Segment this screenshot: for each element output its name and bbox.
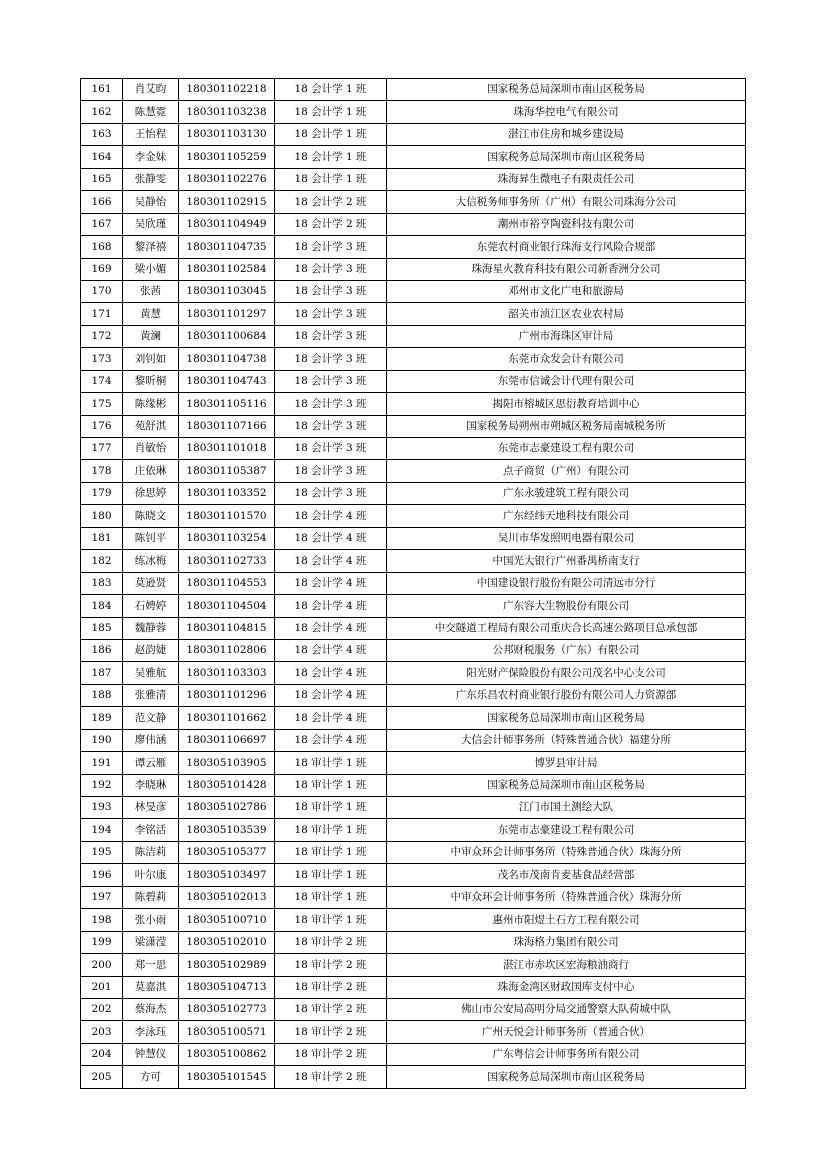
student-id-cell: 180301104738 bbox=[179, 348, 275, 370]
name-cell: 吴欣瑾 bbox=[123, 213, 179, 235]
employer-cell: 中国建设银行股份有限公司清远市分行 bbox=[387, 572, 746, 594]
student-id-cell: 180301101018 bbox=[179, 438, 275, 460]
student-id-cell: 180301101297 bbox=[179, 303, 275, 325]
table-row bbox=[81, 819, 746, 841]
row-number-cell: 161 bbox=[81, 79, 123, 101]
table-row bbox=[81, 168, 746, 190]
class-cell: 18 审计学 2 班 bbox=[275, 1021, 387, 1043]
employer-cell: 珠海金湾区财政国库支付中心 bbox=[387, 976, 746, 998]
table-row bbox=[81, 954, 746, 976]
row-number-cell: 166 bbox=[81, 191, 123, 213]
row-number-cell: 202 bbox=[81, 998, 123, 1020]
table-row bbox=[81, 684, 746, 706]
row-number-cell: 179 bbox=[81, 482, 123, 504]
student-id-cell: 180305101545 bbox=[179, 1066, 275, 1088]
row-number-cell: 180 bbox=[81, 505, 123, 527]
row-number-cell: 174 bbox=[81, 370, 123, 392]
class-cell: 18 审计学 2 班 bbox=[275, 998, 387, 1020]
table-row bbox=[81, 303, 746, 325]
student-id-cell: 180305105377 bbox=[179, 841, 275, 863]
table-row bbox=[81, 707, 746, 729]
name-cell: 石娉婷 bbox=[123, 595, 179, 617]
row-number-cell: 188 bbox=[81, 684, 123, 706]
row-number-cell: 190 bbox=[81, 729, 123, 751]
student-id-cell: 180301102915 bbox=[179, 191, 275, 213]
class-cell: 18 会计学 3 班 bbox=[275, 415, 387, 437]
name-cell: 徐思婷 bbox=[123, 482, 179, 504]
row-number-cell: 171 bbox=[81, 303, 123, 325]
name-cell: 莫逊贤 bbox=[123, 572, 179, 594]
employer-cell: 吴川市华发照明电器有限公司 bbox=[387, 527, 746, 549]
class-cell: 18 会计学 4 班 bbox=[275, 639, 387, 661]
class-cell: 18 会计学 4 班 bbox=[275, 505, 387, 527]
class-cell: 18 会计学 3 班 bbox=[275, 236, 387, 258]
class-cell: 18 审计学 2 班 bbox=[275, 976, 387, 998]
row-number-cell: 198 bbox=[81, 909, 123, 931]
class-cell: 18 会计学 4 班 bbox=[275, 527, 387, 549]
class-cell: 18 会计学 4 班 bbox=[275, 729, 387, 751]
table-row bbox=[81, 774, 746, 796]
table-row bbox=[81, 123, 746, 145]
class-cell: 18 审计学 2 班 bbox=[275, 954, 387, 976]
name-cell: 王怡程 bbox=[123, 123, 179, 145]
name-cell: 黄澜 bbox=[123, 325, 179, 347]
row-number-cell: 197 bbox=[81, 886, 123, 908]
student-id-cell: 180305103539 bbox=[179, 819, 275, 841]
employer-cell: 邓州市文化广电和旅游局 bbox=[387, 280, 746, 302]
name-cell: 陈缘彬 bbox=[123, 393, 179, 415]
table-row bbox=[81, 662, 746, 684]
row-number-cell: 169 bbox=[81, 258, 123, 280]
table-row bbox=[81, 348, 746, 370]
name-cell: 张小雨 bbox=[123, 909, 179, 931]
employer-cell: 广州天悦会计师事务所（普通合伙） bbox=[387, 1021, 746, 1043]
class-cell: 18 会计学 3 班 bbox=[275, 280, 387, 302]
table-row bbox=[81, 1043, 746, 1065]
row-number-cell: 203 bbox=[81, 1021, 123, 1043]
class-cell: 18 会计学 3 班 bbox=[275, 348, 387, 370]
student-id-cell: 180301104949 bbox=[179, 213, 275, 235]
name-cell: 肖敏怡 bbox=[123, 438, 179, 460]
class-cell: 18 会计学 2 班 bbox=[275, 191, 387, 213]
student-id-cell: 180305102773 bbox=[179, 998, 275, 1020]
table-row bbox=[81, 752, 746, 774]
class-cell: 18 会计学 3 班 bbox=[275, 393, 387, 415]
employer-cell: 公邦财税服务（广东）有限公司 bbox=[387, 639, 746, 661]
student-id-cell: 180301107166 bbox=[179, 415, 275, 437]
table-row bbox=[81, 527, 746, 549]
table-row bbox=[81, 213, 746, 235]
employer-cell: 佛山市公安局高明分局交通警察大队荷城中队 bbox=[387, 998, 746, 1020]
class-cell: 18 会计学 1 班 bbox=[275, 146, 387, 168]
name-cell: 梁潇滢 bbox=[123, 931, 179, 953]
table-row bbox=[81, 101, 746, 123]
class-cell: 18 会计学 2 班 bbox=[275, 213, 387, 235]
employer-cell: 东莞市志豪建设工程有限公司 bbox=[387, 819, 746, 841]
table-row bbox=[81, 236, 746, 258]
student-id-cell: 180305103497 bbox=[179, 864, 275, 886]
class-cell: 18 会计学 1 班 bbox=[275, 101, 387, 123]
student-id-cell: 180301105387 bbox=[179, 460, 275, 482]
employer-cell: 东莞农村商业银行珠海支行风险合规部 bbox=[387, 236, 746, 258]
employer-cell: 广东经纬天地科技有限公司 bbox=[387, 505, 746, 527]
employer-cell: 惠州市阳煜土石方工程有限公司 bbox=[387, 909, 746, 931]
student-id-cell: 180301104553 bbox=[179, 572, 275, 594]
student-id-cell: 180301103303 bbox=[179, 662, 275, 684]
class-cell: 18 会计学 3 班 bbox=[275, 438, 387, 460]
row-number-cell: 181 bbox=[81, 527, 123, 549]
table-row bbox=[81, 841, 746, 863]
employer-cell: 湛江市住房和城乡建设局 bbox=[387, 123, 746, 145]
name-cell: 陈晓文 bbox=[123, 505, 179, 527]
row-number-cell: 176 bbox=[81, 415, 123, 437]
employer-cell: 珠海格力集团有限公司 bbox=[387, 931, 746, 953]
employer-cell: 广东容大生物股份有限公司 bbox=[387, 595, 746, 617]
student-id-cell: 180305100571 bbox=[179, 1021, 275, 1043]
class-cell: 18 审计学 2 班 bbox=[275, 1066, 387, 1088]
row-number-cell: 187 bbox=[81, 662, 123, 684]
table-row bbox=[81, 79, 746, 101]
employer-cell: 阳光财产保险股份有限公司茂名中心支公司 bbox=[387, 662, 746, 684]
table-row bbox=[81, 325, 746, 347]
employer-cell: 东莞市信诚会计代理有限公司 bbox=[387, 370, 746, 392]
name-cell: 梁小媚 bbox=[123, 258, 179, 280]
student-id-cell: 180301102806 bbox=[179, 639, 275, 661]
class-cell: 18 会计学 3 班 bbox=[275, 258, 387, 280]
name-cell: 廖伟涵 bbox=[123, 729, 179, 751]
class-cell: 18 会计学 4 班 bbox=[275, 662, 387, 684]
class-cell: 18 会计学 1 班 bbox=[275, 79, 387, 101]
row-number-cell: 167 bbox=[81, 213, 123, 235]
name-cell: 林旻彦 bbox=[123, 797, 179, 819]
name-cell: 钟慧仪 bbox=[123, 1043, 179, 1065]
employer-cell: 广东永骏建筑工程有限公司 bbox=[387, 482, 746, 504]
student-id-cell: 180305102010 bbox=[179, 931, 275, 953]
student-id-cell: 180301104504 bbox=[179, 595, 275, 617]
name-cell: 陈慧霓 bbox=[123, 101, 179, 123]
student-id-cell: 180301104735 bbox=[179, 236, 275, 258]
student-id-cell: 180301101662 bbox=[179, 707, 275, 729]
name-cell: 李泳珏 bbox=[123, 1021, 179, 1043]
name-cell: 庄依琳 bbox=[123, 460, 179, 482]
class-cell: 18 审计学 1 班 bbox=[275, 864, 387, 886]
table-row bbox=[81, 191, 746, 213]
student-id-cell: 180301102584 bbox=[179, 258, 275, 280]
employer-cell: 东莞市志豪建设工程有限公司 bbox=[387, 438, 746, 460]
student-id-cell: 180301105259 bbox=[179, 146, 275, 168]
class-cell: 18 审计学 1 班 bbox=[275, 819, 387, 841]
row-number-cell: 175 bbox=[81, 393, 123, 415]
row-number-cell: 165 bbox=[81, 168, 123, 190]
class-cell: 18 会计学 4 班 bbox=[275, 617, 387, 639]
employer-cell: 广州市海珠区审计局 bbox=[387, 325, 746, 347]
name-cell: 郑一思 bbox=[123, 954, 179, 976]
student-id-cell: 180305103905 bbox=[179, 752, 275, 774]
name-cell: 谭云雁 bbox=[123, 752, 179, 774]
table-row bbox=[81, 976, 746, 998]
employer-cell: 国家税务总局深圳市南山区税务局 bbox=[387, 146, 746, 168]
name-cell: 陈碧莉 bbox=[123, 886, 179, 908]
table-row bbox=[81, 864, 746, 886]
name-cell: 吴静怡 bbox=[123, 191, 179, 213]
name-cell: 蔡海杰 bbox=[123, 998, 179, 1020]
name-cell: 张静雯 bbox=[123, 168, 179, 190]
employer-cell: 博罗县审计局 bbox=[387, 752, 746, 774]
class-cell: 18 审计学 1 班 bbox=[275, 841, 387, 863]
table-row bbox=[81, 797, 746, 819]
table-row bbox=[81, 1021, 746, 1043]
row-number-cell: 178 bbox=[81, 460, 123, 482]
class-cell: 18 会计学 1 班 bbox=[275, 123, 387, 145]
records-table-body bbox=[81, 79, 746, 1089]
student-id-cell: 180301102218 bbox=[179, 79, 275, 101]
row-number-cell: 163 bbox=[81, 123, 123, 145]
class-cell: 18 审计学 1 班 bbox=[275, 752, 387, 774]
table-row bbox=[81, 393, 746, 415]
table-row bbox=[81, 617, 746, 639]
student-id-cell: 180301103045 bbox=[179, 280, 275, 302]
employer-cell: 广东粤信会计师事务所有限公司 bbox=[387, 1043, 746, 1065]
employer-cell: 国家税务局朔州市朔城区税务局南城税务所 bbox=[387, 415, 746, 437]
student-id-cell: 180301105116 bbox=[179, 393, 275, 415]
row-number-cell: 194 bbox=[81, 819, 123, 841]
employer-cell: 珠海星火教育科技有限公司新香洲分公司 bbox=[387, 258, 746, 280]
row-number-cell: 204 bbox=[81, 1043, 123, 1065]
table-row bbox=[81, 1066, 746, 1088]
employer-cell: 中国光大银行广州番禺桥南支行 bbox=[387, 550, 746, 572]
class-cell: 18 会计学 4 班 bbox=[275, 550, 387, 572]
table-row bbox=[81, 639, 746, 661]
employer-cell: 江门市国土测绘大队 bbox=[387, 797, 746, 819]
name-cell: 肖艾昀 bbox=[123, 79, 179, 101]
class-cell: 18 会计学 4 班 bbox=[275, 707, 387, 729]
class-cell: 18 会计学 1 班 bbox=[275, 168, 387, 190]
name-cell: 刘钊如 bbox=[123, 348, 179, 370]
student-id-cell: 180305102989 bbox=[179, 954, 275, 976]
table-row bbox=[81, 572, 746, 594]
name-cell: 李铭活 bbox=[123, 819, 179, 841]
employer-cell: 国家税务总局深圳市南山区税务局 bbox=[387, 1066, 746, 1088]
employer-cell: 潮州市裕亨陶瓷科技有限公司 bbox=[387, 213, 746, 235]
class-cell: 18 会计学 3 班 bbox=[275, 482, 387, 504]
row-number-cell: 192 bbox=[81, 774, 123, 796]
student-id-cell: 180301103352 bbox=[179, 482, 275, 504]
student-id-cell: 180305102786 bbox=[179, 797, 275, 819]
name-cell: 莫嘉淇 bbox=[123, 976, 179, 998]
row-number-cell: 162 bbox=[81, 101, 123, 123]
name-cell: 李晓琳 bbox=[123, 774, 179, 796]
class-cell: 18 会计学 3 班 bbox=[275, 325, 387, 347]
student-id-cell: 180301103254 bbox=[179, 527, 275, 549]
table-row bbox=[81, 460, 746, 482]
student-id-cell: 180305100710 bbox=[179, 909, 275, 931]
employer-cell: 揭阳市榕城区思衍教育培训中心 bbox=[387, 393, 746, 415]
employer-cell: 珠海昇生微电子有限责任公司 bbox=[387, 168, 746, 190]
student-id-cell: 180305101428 bbox=[179, 774, 275, 796]
student-id-cell: 180301103238 bbox=[179, 101, 275, 123]
records-table bbox=[80, 78, 746, 1089]
class-cell: 18 会计学 3 班 bbox=[275, 460, 387, 482]
name-cell: 李金妹 bbox=[123, 146, 179, 168]
row-number-cell: 201 bbox=[81, 976, 123, 998]
row-number-cell: 189 bbox=[81, 707, 123, 729]
name-cell: 张茜 bbox=[123, 280, 179, 302]
student-id-cell: 180301102276 bbox=[179, 168, 275, 190]
table-row bbox=[81, 370, 746, 392]
row-number-cell: 205 bbox=[81, 1066, 123, 1088]
row-number-cell: 195 bbox=[81, 841, 123, 863]
employer-cell: 茂名市茂南肯麦基食品经营部 bbox=[387, 864, 746, 886]
employer-cell: 大信会计师事务所（特殊普通合伙）福建分所 bbox=[387, 729, 746, 751]
name-cell: 叶尔康 bbox=[123, 864, 179, 886]
row-number-cell: 168 bbox=[81, 236, 123, 258]
class-cell: 18 会计学 4 班 bbox=[275, 595, 387, 617]
row-number-cell: 191 bbox=[81, 752, 123, 774]
class-cell: 18 会计学 3 班 bbox=[275, 370, 387, 392]
name-cell: 张雅清 bbox=[123, 684, 179, 706]
student-id-cell: 180305102013 bbox=[179, 886, 275, 908]
employer-cell: 东莞市众发会计有限公司 bbox=[387, 348, 746, 370]
student-id-cell: 180301104743 bbox=[179, 370, 275, 392]
table-row bbox=[81, 729, 746, 751]
table-row bbox=[81, 280, 746, 302]
name-cell: 魏静蓉 bbox=[123, 617, 179, 639]
table-row bbox=[81, 415, 746, 437]
name-cell: 吴雅航 bbox=[123, 662, 179, 684]
row-number-cell: 193 bbox=[81, 797, 123, 819]
employer-cell: 中审众环会计师事务所（特殊普通合伙）珠海分所 bbox=[387, 886, 746, 908]
row-number-cell: 164 bbox=[81, 146, 123, 168]
employer-cell: 韶关市浈江区农业农村局 bbox=[387, 303, 746, 325]
employer-cell: 珠海华控电气有限公司 bbox=[387, 101, 746, 123]
row-number-cell: 183 bbox=[81, 572, 123, 594]
name-cell: 练冰梅 bbox=[123, 550, 179, 572]
row-number-cell: 200 bbox=[81, 954, 123, 976]
table-row bbox=[81, 438, 746, 460]
row-number-cell: 182 bbox=[81, 550, 123, 572]
table-row bbox=[81, 909, 746, 931]
table-row bbox=[81, 595, 746, 617]
class-cell: 18 审计学 1 班 bbox=[275, 797, 387, 819]
class-cell: 18 审计学 1 班 bbox=[275, 886, 387, 908]
row-number-cell: 184 bbox=[81, 595, 123, 617]
student-id-cell: 180301101570 bbox=[179, 505, 275, 527]
row-number-cell: 172 bbox=[81, 325, 123, 347]
class-cell: 18 会计学 4 班 bbox=[275, 572, 387, 594]
employer-cell: 中审众环会计师事务所（特殊普通合伙）珠海分所 bbox=[387, 841, 746, 863]
student-id-cell: 180301100684 bbox=[179, 325, 275, 347]
employer-cell: 点子商贸（广州）有限公司 bbox=[387, 460, 746, 482]
row-number-cell: 173 bbox=[81, 348, 123, 370]
row-number-cell: 170 bbox=[81, 280, 123, 302]
student-id-cell: 180305100862 bbox=[179, 1043, 275, 1065]
name-cell: 黎泽禧 bbox=[123, 236, 179, 258]
employer-cell: 大信税务师事务所（广州）有限公司珠海分公司 bbox=[387, 191, 746, 213]
class-cell: 18 会计学 3 班 bbox=[275, 303, 387, 325]
employer-cell: 国家税务总局深圳市南山区税务局 bbox=[387, 79, 746, 101]
table-row bbox=[81, 146, 746, 168]
employer-cell: 国家税务总局深圳市南山区税务局 bbox=[387, 707, 746, 729]
class-cell: 18 审计学 1 班 bbox=[275, 909, 387, 931]
class-cell: 18 审计学 2 班 bbox=[275, 1043, 387, 1065]
student-id-cell: 180301102733 bbox=[179, 550, 275, 572]
student-id-cell: 180305104713 bbox=[179, 976, 275, 998]
name-cell: 苑舒淇 bbox=[123, 415, 179, 437]
table-row bbox=[81, 886, 746, 908]
class-cell: 18 审计学 1 班 bbox=[275, 774, 387, 796]
table-row bbox=[81, 998, 746, 1020]
name-cell: 陈洁莉 bbox=[123, 841, 179, 863]
name-cell: 陈钊平 bbox=[123, 527, 179, 549]
student-id-cell: 180301106697 bbox=[179, 729, 275, 751]
student-id-cell: 180301103130 bbox=[179, 123, 275, 145]
employer-cell: 国家税务总局深圳市南山区税务局 bbox=[387, 774, 746, 796]
row-number-cell: 186 bbox=[81, 639, 123, 661]
table-row bbox=[81, 258, 746, 280]
employer-cell: 广东乐昌农村商业银行股份有限公司人力资源部 bbox=[387, 684, 746, 706]
table-row bbox=[81, 482, 746, 504]
employer-cell: 湛江市赤坎区宏海粮油商行 bbox=[387, 954, 746, 976]
row-number-cell: 185 bbox=[81, 617, 123, 639]
name-cell: 方可 bbox=[123, 1066, 179, 1088]
employer-cell: 中交隧道工程局有限公司重庆合长高速公路项目总承包部 bbox=[387, 617, 746, 639]
name-cell: 黎昕桐 bbox=[123, 370, 179, 392]
student-id-cell: 180301104815 bbox=[179, 617, 275, 639]
class-cell: 18 会计学 4 班 bbox=[275, 684, 387, 706]
name-cell: 范文静 bbox=[123, 707, 179, 729]
row-number-cell: 199 bbox=[81, 931, 123, 953]
name-cell: 赵韵婕 bbox=[123, 639, 179, 661]
class-cell: 18 审计学 2 班 bbox=[275, 931, 387, 953]
table-row bbox=[81, 505, 746, 527]
row-number-cell: 196 bbox=[81, 864, 123, 886]
student-id-cell: 180301101296 bbox=[179, 684, 275, 706]
name-cell: 黄慧 bbox=[123, 303, 179, 325]
table-row bbox=[81, 931, 746, 953]
table-row bbox=[81, 550, 746, 572]
row-number-cell: 177 bbox=[81, 438, 123, 460]
